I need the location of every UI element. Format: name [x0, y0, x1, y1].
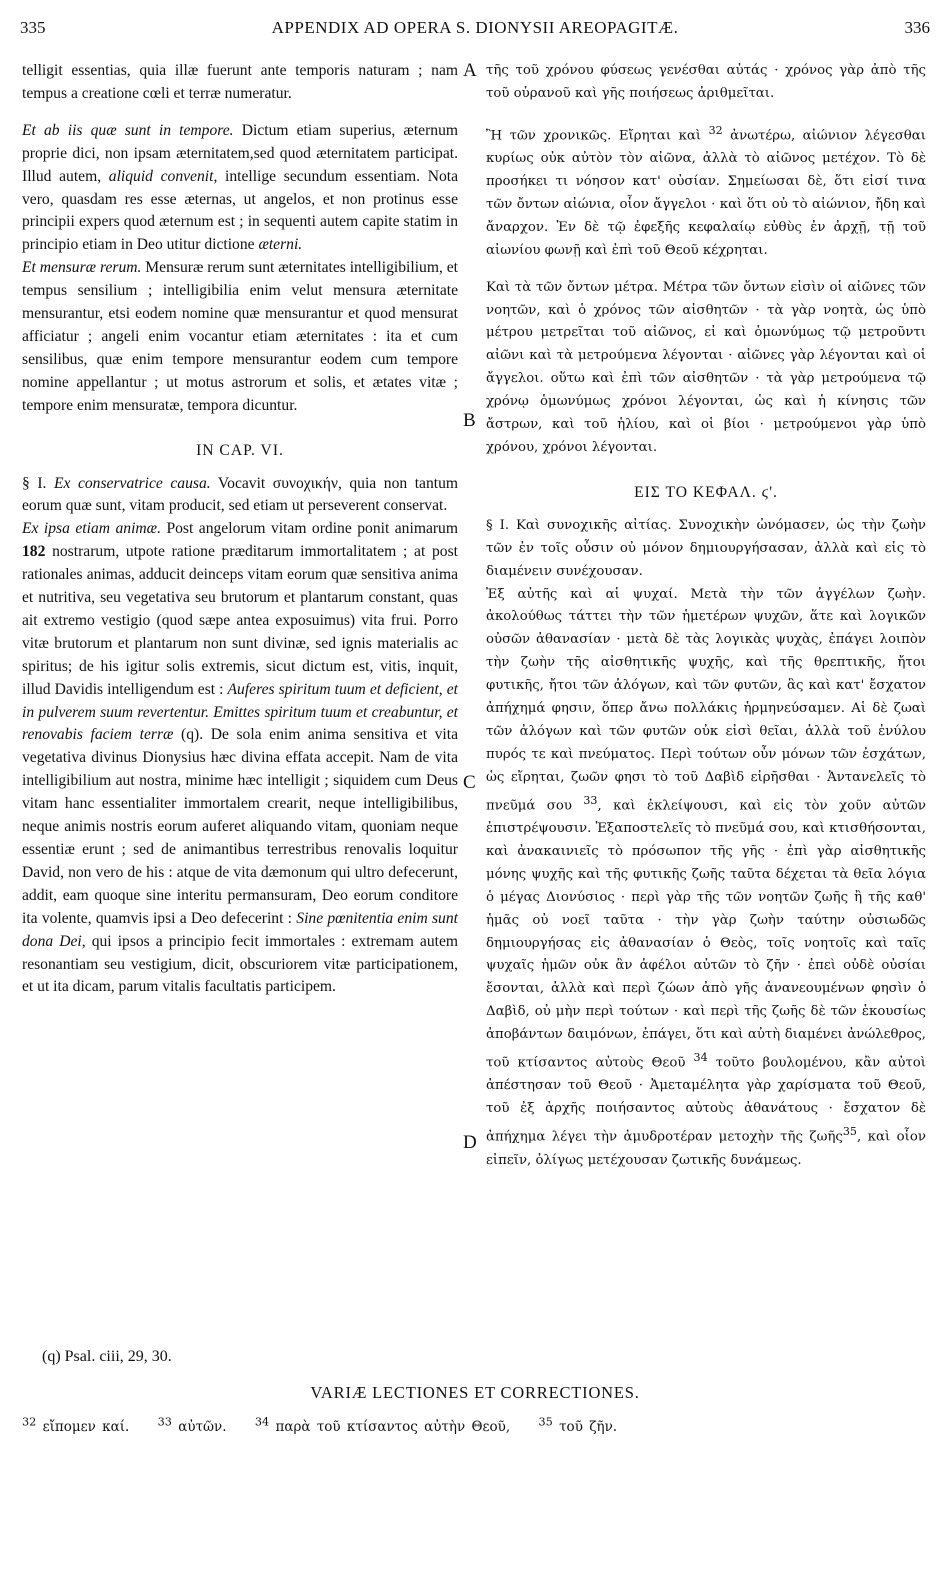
latin-text: nostrarum, utpote ratione præditarum immortalitatem ; at post rationales animas, adducit deinceps vitam eorum quæ sensitiva anima et nutritiva, seu vegetativa seu brutorum et plantarum constant, quas ait extremo vestigio (quod sæpe antea exposuimus) vita frui. Porro vitæ brutorum et plantarum non sunt divinæ, sed ignis materialis ac spiritus; de his igitur solis extremis, sicut dictum est, vitis, inquit, illud Davidis intelligendum est : [22, 543, 458, 698]
latin-text: Mensuræ rerum sunt æternitates intelligibilium, et tempus sensilium ; intelligibilia enim velut mensura æternitate mensurantur, etsi eodem nomine quæ mensurantur et quod mensurat afficiatur ; angeli enim vocantur etiam æternitates : ita et cum sensilibus, quæ enim tempore mensurantur eodem cum tempore nomine appellantur ; ut motus astrorum et solis, et ætates vitæ ; tempore enim mensuratæ, tempora dicuntur. [22, 259, 459, 414]
latin-column [22, 60, 458, 999]
greek-chapter-heading: ΕΙΣ ΤΟ ΚΕΦΑΛ. ϛ'. [634, 483, 778, 501]
greek-text: Ἢ τῶν χρονικῶς. Εἴρηται καὶ [486, 128, 709, 144]
latin-text: (q). De sola enim anima sensitiva et vita vegetativa divinus Dionysius hæc divina effata accepit. Nam de vita intelligibilium aut nostra, minime hæc intelligit ; siquidem cum Deus vitam hanc essentialiter immortalem crearit, neque intelligibilibus, neque animis nostris eorum auferet aliquando vitam, quoniam neque essentiæ erunt ; sed de animantibus terrestribus renovalis loquitur David, non vero de his : atque de vita dæmonum qui ultro defecerunt, addit, eam quoque sine interitu permansuram, Deo eorum conditore ita volente, quamvis ipsi a Deo defecerint : [22, 726, 458, 927]
greek-text: τοῦτο βουλομένου, κἂν αὐτοὶ ἀπέστησαν τοῦ Θεοῦ · Ἀμεταμέλητα γὰρ χαρίσματα τοῦ Θεοῦ, τοῦ ἐξ ἀρχῆς ποιήσαντος αὐτοὺς ἀθανάτους · ἔσχατον δὲ ἀπήχημα λέγει τὴν ἀμυδροτέραν μετοχὴν τῆς ζωῆς [486, 1055, 926, 1145]
page-number-right: 336 [904, 18, 930, 37]
variant-text: παρὰ τοῦ κτίσαντος αὐτὴν Θεοῦ, [275, 1418, 511, 1435]
greek-column [486, 60, 926, 1172]
scripture-quote-italic: Auferes spiritum tuum et deficient, et in pulverem suum revertentur. Emittes spiritum tuum et creabuntur, et renovabis faciem terræ [22, 680, 458, 744]
latin-text: Vocavit συνοχικήν, quia non tantum eorum quæ sunt, vitam producit, sed etiam ut perseverent conservat. [22, 474, 459, 515]
page-header [20, 18, 930, 42]
variae-lectiones-title: VARIÆ LECTIONES ET CORRECTIONES. [310, 1383, 640, 1402]
greek-paragraph-3: Καὶ τὰ τῶν ὄντων μέτρα. Μέτρα τῶν ὄντων εἰσὶν οἱ αἰῶνες τῶν νοητῶν, καὶ ὁ χρόνος τῶν αἰσθητῶν · τὰ γὰρ νοητὰ, ὡς ὑπὸ μέτρου μετρεῖται τοῦ αἰῶνος, εἰ καὶ ὁμωνύμως τῷ μετροῦντι αἰῶνι καὶ τὰ μετρούμενα λέγονται · αἰῶνες γὰρ λέγονται καὶ οἱ ἄγγελοι. οὕτω καὶ ἐπὶ τῶν αἰσθητῶν · τὰ γὰρ μετρούμενα τῷ χρόνῳ ὁμωνύμως χρόνοι λέγονται, ὡς καὶ ἡ κίνησις τῶν ἄστρων, καὶ τοῦ ἡλίου, καὶ οἱ βίοι · μετρούμενοι γὰρ ὑπὸ χρόνου, χρόνοι λέγονται. [486, 279, 926, 456]
latin-paragraph-4 [22, 473, 458, 519]
lemma-italic: Ex conservatrice causa. [53, 474, 211, 492]
variant-note-ref: 35 [842, 1125, 857, 1139]
margin-letter-c: C [463, 772, 476, 793]
margin-letter-b: B [463, 410, 476, 431]
variant-number: 33 [157, 1415, 172, 1428]
greek-paragraph-1: τῆς τοῦ χρόνου φύσεως γενέσθαι αὐτάς · χρόνος γὰρ ἀπὸ τῆς τοῦ οὐρανοῦ καὶ γῆς ποιήσεως ἀριθμεῖται. [486, 63, 926, 101]
greek-paragraph-4: § I. Καὶ συνοχικῆς αἰτίας. Συνοχικὴν ὠνόμασεν, ὡς τὴν ζωὴν τῶν ἐν τοῖς οὖσιν οὐ μόνον δημιουργήσασαν, ἀλλὰ καὶ εἰς τὸ διαμένειν συνέχουσαν. [486, 517, 926, 579]
margin-letter-d: D [463, 1132, 477, 1153]
margin-letter-a: A [463, 60, 477, 81]
variant-note-ref: 34 [693, 1051, 708, 1065]
latin-italic: æterni. [258, 236, 303, 254]
latin-paragraph-1: telligit essentias, quia illæ fuerunt ante temporis naturam ; nam tempus a creatione cœli et terræ numeratur. [22, 62, 458, 102]
greek-text: , καὶ οἷον εἰπεῖν, ὀλίγως μετέχουσαν ζωτικῆς δυνάμεως. [486, 1129, 926, 1168]
greek-text: Ἐξ αὐτῆς καὶ αἱ ψυχαί. Μετὰ τὴν τῶν ἀγγέλων ζωὴν. ἀκολούθως τάττει τὴν τῶν ἡμετέρων ψυχῶν, ἅτε καὶ λογικῶν οὐσῶν ἀθανασίαν · μετὰ δὲ τὰς λογικὰς ψυχὰς, ἐπάγει λοιπὸν τὴν ζωὴν τῆς αἰσθητικῆς ψυχῆς, καὶ τῆς θρεπτικῆς, ἤτοι φυτικῆς, ἤτοι τῶν ἀλόγων, καὶ τῶν φυτῶν, ἃς καὶ κατ' ἔσχατον ἀπήχημά φησιν, ὅπερ ἄνω πολλάκις ἡρμηνεύσαμεν. Αἱ δὲ ζωαὶ τῶν ἀλόγων καὶ τῶν φυτῶν οὐκ εἰσὶ θεῖαι, ἀλλὰ τοῦ ἐνύλου πυρός τε καὶ πνεύματος. Περὶ τούτων οὖν μόνων τῶν ἐσχάτων, ὡς εἴρηται, ζωῶν φησι τὸ τοῦ Δαβὶδ εἰρῆσθαι · Ἀντανελεῖς τὸ πνεῦμά σου [486, 586, 926, 814]
variant-note-ref: 32 [708, 123, 723, 137]
greek-paragraph-2 [486, 120, 926, 263]
variant-text: αὐτῶν. [178, 1418, 227, 1435]
variant-note-ref: 33 [583, 793, 598, 807]
variant-item [157, 1415, 227, 1435]
scripture-quote-italic: Sine pœnitentia enim sunt dona Dei, [22, 909, 458, 950]
lemma-italic: Et mensuræ rerum. [22, 259, 142, 277]
latin-chapter-heading: IN CAP. VI. [196, 441, 284, 459]
greek-paragraph-5 [486, 584, 926, 1173]
running-title: APPENDIX AD OPERA S. DIONYSII AREOPAGITÆ. [271, 18, 679, 37]
variant-number: 34 [254, 1415, 270, 1428]
latin-text: qui ipsos a principio fecit immortales : extremam autem resonantiam seu vestigium, dicit, obscuriorem vitæ participationem, et ut ita dicam, parum vitalis facultatis participem. [22, 932, 458, 996]
column-number-bold: 182 [22, 543, 46, 561]
latin-text: intellige secundum essentiam. Nota vero, quasdam res esse æternas, ut angelos, et non protinus esse principii expers quod æternum est ; in sequenti autem capite statim in principio etiam in Deo utitur dictione [22, 167, 459, 254]
lemma-italic: Ex ipsa etiam animæ. [22, 520, 161, 538]
latin-paragraph-2 [22, 120, 458, 257]
lemma-italic: Et ab iis quæ sunt in tempore. [22, 121, 234, 139]
greek-text: ἀνωτέρω, αἰώνιον λέγεσθαι κυρίως οὐκ αὐτὸν τὸν αἰῶνα, ἀλλὰ τὸ αἰῶνος μετέχον. Τὸ δὲ προσήκει τι νόησον κατ' οὐσίαν. Σημείωσαι δὲ, ὅτι εἰσί τινα τῶν ὄντων αἰώνια, οἷον ἄγγελοι · καὶ ὅτι οὐ τὸ αἰώνιον, ἤδη καὶ ἄναρχον. Ἐν δὲ τῷ ἐφεξῆς κεφαλαίῳ εὐθὺς ἐν ἀρχῇ, τῇ τοῦ αἰωνίου φωνῇ καὶ ἐπὶ τοῦ Θεοῦ κέχρηται. [486, 128, 926, 258]
variae-lectiones-list [22, 1415, 617, 1435]
latin-text: Post angelorum vitam ordine ponit animarum [160, 520, 458, 538]
latin-italic: aliquid convenit, [108, 167, 218, 185]
variant-item [22, 1415, 130, 1435]
page-number-left: 335 [20, 18, 46, 37]
latin-paragraph-3 [22, 257, 458, 417]
variant-number: 32 [22, 1415, 37, 1428]
variant-text: εἴπομεν καί. [42, 1418, 130, 1435]
variant-item [538, 1415, 618, 1435]
latin-text: Dictum etiam superius, æternum proprie dici, non ipsam æternitatem,sed quod æternitatem participat. Illud autem, [22, 121, 458, 185]
section-number: § I. [22, 474, 47, 492]
variant-item [254, 1415, 511, 1435]
latin-paragraph-5 [22, 518, 458, 999]
variant-number: 35 [538, 1415, 553, 1428]
footnote: (q) Psal. ciii, 29, 30. [42, 1348, 172, 1365]
greek-text: , καὶ ἐκλείψουσι, καὶ εἰς τὸν χοῦν αὐτῶν ἐπιστρέψουσιν. Ἐξαποστελεῖς τὸ πνεῦμά σου, καὶ κτισθήσονται, καὶ ἀνακαινιεῖς τὸ πρόσωπον τῆς γῆς · ἐπὶ γὰρ αἰσθητικῆς μόνης ψυχῆς καὶ τῆς φυτικῆς ζωῆς ταῦτα δέχεται τὰ θεῖα λόγια ὁ μέγας Διονύσιος · περὶ γὰρ τῆς τῶν νοητῶν ζωῆς ἢ τῆς καθ' ἡμᾶς οὐ νοεῖ ταῦτα · τὴν γὰρ ζωὴν ταύτην οὐσιωδῶς δημιουργήσας εἰς ἀθανασίαν ὁ Θεὸς, τοῖς νοητοῖς καὶ ταῖς ψυχαῖς ἡμῶν οὐκ ἂν ἀφέλοι αὐτῶν τὸ ζῆν · ἐπεὶ οὐδὲ οὐσίαι ἔσονται, ἀλλὰ καὶ περὶ ζώων ἀπὸ γῆς ἀνανεουμένων φησὶν ὁ Δαβὶδ, οὐ μὴν περὶ τούτων · καὶ περὶ τῆς ζωῆς δὲ τῶν ἑκουσίως ἀποβάντων δαιμόνων, ἐπάγει, ὅτι καὶ αὐτὴ διαμένει ἀνώλεθρος, τοῦ κτίσαντος αὐτοὺς Θεοῦ [486, 798, 926, 1071]
variant-text: τοῦ ζῆν. [559, 1418, 618, 1435]
